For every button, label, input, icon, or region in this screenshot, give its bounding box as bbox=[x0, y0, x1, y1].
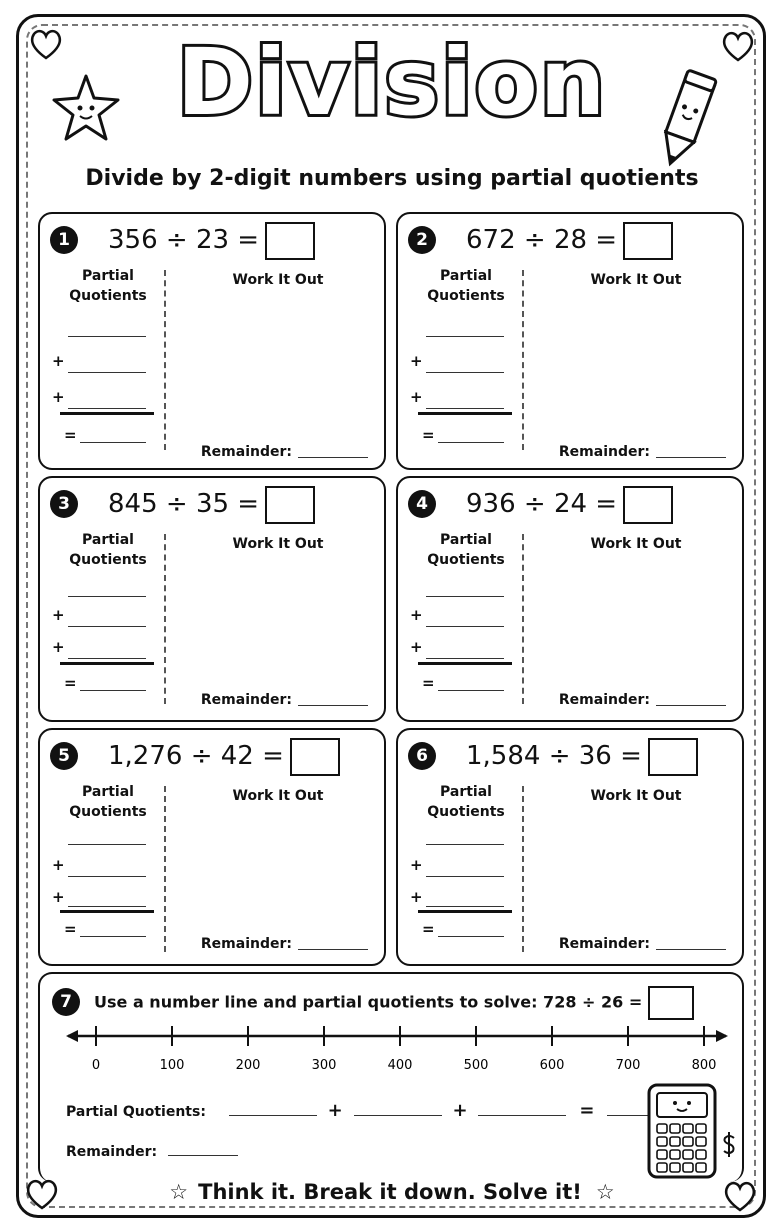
total-blank[interactable] bbox=[438, 936, 504, 937]
work-it-out-label: Work It Out bbox=[232, 272, 324, 288]
partial-quotients-row bbox=[66, 1100, 687, 1121]
equation-text: 936 ÷ 24 = bbox=[466, 489, 618, 519]
label-partial: Partial bbox=[82, 532, 134, 548]
remainder-label: Remainder: bbox=[558, 936, 650, 952]
plus-sign: + bbox=[52, 856, 65, 874]
plus-sign: + bbox=[410, 352, 423, 370]
quotient-blank[interactable] bbox=[68, 372, 146, 373]
plus-sign: + bbox=[52, 352, 65, 370]
label-quotients: Quotients bbox=[427, 552, 505, 568]
remainder-blank[interactable] bbox=[298, 949, 368, 950]
problem-number: 3 bbox=[50, 490, 78, 518]
partial-quotients-label bbox=[416, 266, 516, 306]
problem-card bbox=[396, 476, 744, 722]
answer-box[interactable] bbox=[648, 738, 698, 776]
footer-slogan bbox=[0, 1180, 784, 1204]
column-divider bbox=[164, 534, 166, 704]
remainder-field[interactable] bbox=[559, 444, 726, 460]
problem-equation bbox=[108, 736, 340, 776]
sum-line bbox=[418, 910, 512, 913]
column-divider bbox=[522, 534, 524, 704]
column-divider bbox=[522, 786, 524, 952]
total-blank[interactable] bbox=[80, 936, 146, 937]
partial-quotients-label: Partial Quotients: bbox=[66, 1104, 206, 1120]
label-quotients: Quotients bbox=[427, 288, 505, 304]
remainder-field[interactable] bbox=[201, 692, 368, 708]
remainder-field[interactable] bbox=[559, 692, 726, 708]
number-line-label: 800 bbox=[691, 1058, 717, 1073]
quotient-blank[interactable] bbox=[68, 906, 146, 907]
work-it-out-label: Work It Out bbox=[590, 272, 682, 288]
equals-sign: = bbox=[422, 920, 435, 938]
label-partial: Partial bbox=[440, 532, 492, 548]
pq-blank[interactable] bbox=[478, 1115, 566, 1116]
sum-line bbox=[60, 412, 154, 415]
problem-number: 2 bbox=[408, 226, 436, 254]
work-it-out-label: Work It Out bbox=[590, 536, 682, 552]
work-it-out-label: Work It Out bbox=[232, 788, 324, 804]
plus-sign: + bbox=[410, 606, 423, 624]
number-line-label: 500 bbox=[463, 1058, 489, 1073]
label-quotients: Quotients bbox=[69, 288, 147, 304]
quotient-blank[interactable] bbox=[426, 844, 504, 845]
remainder-label: Remainder: bbox=[200, 692, 292, 708]
quotient-blank[interactable] bbox=[68, 844, 146, 845]
equation-text: 845 ÷ 35 = bbox=[108, 489, 260, 519]
dollar-icon bbox=[720, 1130, 738, 1160]
remainder-blank[interactable] bbox=[298, 705, 368, 706]
quotient-blank[interactable] bbox=[426, 372, 504, 373]
quotient-blank[interactable] bbox=[426, 408, 504, 409]
problem-card bbox=[38, 728, 386, 966]
column-divider bbox=[164, 786, 166, 952]
remainder-label: Remainder: bbox=[66, 1144, 158, 1160]
work-it-out-label: Work It Out bbox=[590, 788, 682, 804]
plus-sign: + bbox=[327, 1100, 343, 1121]
label-quotients: Quotients bbox=[69, 552, 147, 568]
problem-card bbox=[396, 728, 744, 966]
quotient-blank[interactable] bbox=[68, 596, 146, 597]
plus-sign: + bbox=[52, 888, 65, 906]
plus-sign: + bbox=[410, 638, 423, 656]
remainder-label: Remainder: bbox=[200, 444, 292, 460]
number-line-label: 200 bbox=[235, 1058, 261, 1073]
label-partial: Partial bbox=[440, 784, 492, 800]
problem-equation bbox=[466, 484, 673, 524]
problem-card bbox=[38, 476, 386, 722]
quotient-blank[interactable] bbox=[426, 596, 504, 597]
quotient-blank[interactable] bbox=[68, 658, 146, 659]
number-line-label: 600 bbox=[539, 1058, 565, 1073]
plus-sign: + bbox=[52, 606, 65, 624]
answer-box[interactable] bbox=[623, 222, 673, 260]
problem-equation bbox=[108, 484, 315, 524]
quotient-blank[interactable] bbox=[426, 876, 504, 877]
number-line-label: 0 bbox=[91, 1058, 101, 1073]
remainder-field[interactable] bbox=[201, 444, 368, 460]
answer-box[interactable] bbox=[623, 486, 673, 524]
problem-number: 1 bbox=[50, 226, 78, 254]
work-it-out-label: Work It Out bbox=[232, 536, 324, 552]
problem-7-card bbox=[38, 972, 744, 1182]
equals-sign: = bbox=[422, 674, 435, 692]
remainder-blank[interactable] bbox=[656, 705, 726, 706]
pq-blank[interactable] bbox=[229, 1115, 317, 1116]
plus-sign: + bbox=[410, 856, 423, 874]
column-divider bbox=[164, 270, 166, 450]
quotient-blank[interactable] bbox=[426, 626, 504, 627]
remainder-blank[interactable] bbox=[168, 1155, 238, 1156]
remainder-field[interactable] bbox=[201, 936, 368, 952]
quotient-blank[interactable] bbox=[426, 658, 504, 659]
number-line-label: 700 bbox=[615, 1058, 641, 1073]
quotient-blank[interactable] bbox=[426, 906, 504, 907]
star-icon: ☆ bbox=[595, 1180, 615, 1204]
problem-equation bbox=[466, 736, 698, 776]
problem-7-prompt bbox=[94, 986, 694, 1020]
number-line-label: 400 bbox=[387, 1058, 413, 1073]
label-quotients: Quotients bbox=[427, 804, 505, 820]
equals-sign: = bbox=[579, 1100, 595, 1121]
plus-sign: + bbox=[410, 388, 423, 406]
remainder-field[interactable] bbox=[559, 936, 726, 952]
label-partial: Partial bbox=[440, 268, 492, 284]
partial-quotients-label bbox=[416, 530, 516, 570]
problem-number: 7 bbox=[52, 988, 80, 1016]
calculator-icon bbox=[646, 1082, 718, 1180]
problem-equation bbox=[108, 220, 315, 260]
remainder-blank[interactable] bbox=[656, 949, 726, 950]
equation-text: 1,584 ÷ 36 = bbox=[466, 741, 642, 771]
total-blank[interactable] bbox=[438, 690, 504, 691]
partial-quotients-label bbox=[416, 782, 516, 822]
equation-text: 1,276 ÷ 42 = bbox=[108, 741, 284, 771]
problem-number: 5 bbox=[50, 742, 78, 770]
answer-box[interactable] bbox=[265, 486, 315, 524]
quotient-blank[interactable] bbox=[68, 408, 146, 409]
partial-quotients-label bbox=[58, 782, 158, 822]
label-quotients: Quotients bbox=[69, 804, 147, 820]
total-blank[interactable] bbox=[80, 690, 146, 691]
equals-sign: = bbox=[422, 426, 435, 444]
plus-sign: + bbox=[52, 638, 65, 656]
page-title: Division bbox=[176, 29, 608, 136]
quotient-blank[interactable] bbox=[68, 626, 146, 627]
remainder-blank[interactable] bbox=[656, 457, 726, 458]
equals-sign: = bbox=[64, 674, 77, 692]
answer-box[interactable] bbox=[265, 222, 315, 260]
problem-number: 6 bbox=[408, 742, 436, 770]
sum-line bbox=[418, 412, 512, 415]
problem-card bbox=[38, 212, 386, 470]
remainder-label: Remainder: bbox=[200, 936, 292, 952]
footer-text: Think it. Break it down. Solve it! bbox=[198, 1180, 582, 1204]
answer-box[interactable] bbox=[290, 738, 340, 776]
problem-equation bbox=[466, 220, 673, 260]
equals-sign: = bbox=[64, 920, 77, 938]
total-blank[interactable] bbox=[80, 442, 146, 443]
remainder-label: Remainder: bbox=[558, 692, 650, 708]
quotient-blank[interactable] bbox=[68, 336, 146, 337]
sum-line bbox=[60, 910, 154, 913]
remainder-blank[interactable] bbox=[298, 457, 368, 458]
plus-sign: + bbox=[410, 888, 423, 906]
quotient-blank[interactable] bbox=[68, 876, 146, 877]
column-divider bbox=[522, 270, 524, 450]
equals-sign: = bbox=[64, 426, 77, 444]
remainder-row bbox=[66, 1144, 238, 1160]
page-subtitle: Divide by 2-digit numbers using partial quotients bbox=[85, 166, 699, 191]
number-line-label: 100 bbox=[159, 1058, 185, 1073]
label-partial: Partial bbox=[82, 784, 134, 800]
prompt-text: Use a number line and partial quotients to solve: 728 ÷ 26 = bbox=[94, 992, 643, 1012]
partial-quotients-label bbox=[58, 266, 158, 306]
quotient-blank[interactable] bbox=[426, 336, 504, 337]
sum-line bbox=[418, 662, 512, 665]
problem-number: 4 bbox=[408, 490, 436, 518]
star-icon: ☆ bbox=[169, 1180, 189, 1204]
problem-card bbox=[396, 212, 744, 470]
total-blank[interactable] bbox=[438, 442, 504, 443]
number-line bbox=[62, 1022, 732, 1078]
plus-sign: + bbox=[452, 1100, 468, 1121]
remainder-label: Remainder: bbox=[558, 444, 650, 460]
pq-blank[interactable] bbox=[354, 1115, 442, 1116]
equation-text: 356 ÷ 23 = bbox=[108, 225, 260, 255]
sum-line bbox=[60, 662, 154, 665]
answer-box[interactable] bbox=[648, 986, 694, 1020]
plus-sign: + bbox=[52, 388, 65, 406]
label-partial: Partial bbox=[82, 268, 134, 284]
number-line-label: 300 bbox=[311, 1058, 337, 1073]
equation-text: 672 ÷ 28 = bbox=[466, 225, 618, 255]
partial-quotients-label bbox=[58, 530, 158, 570]
